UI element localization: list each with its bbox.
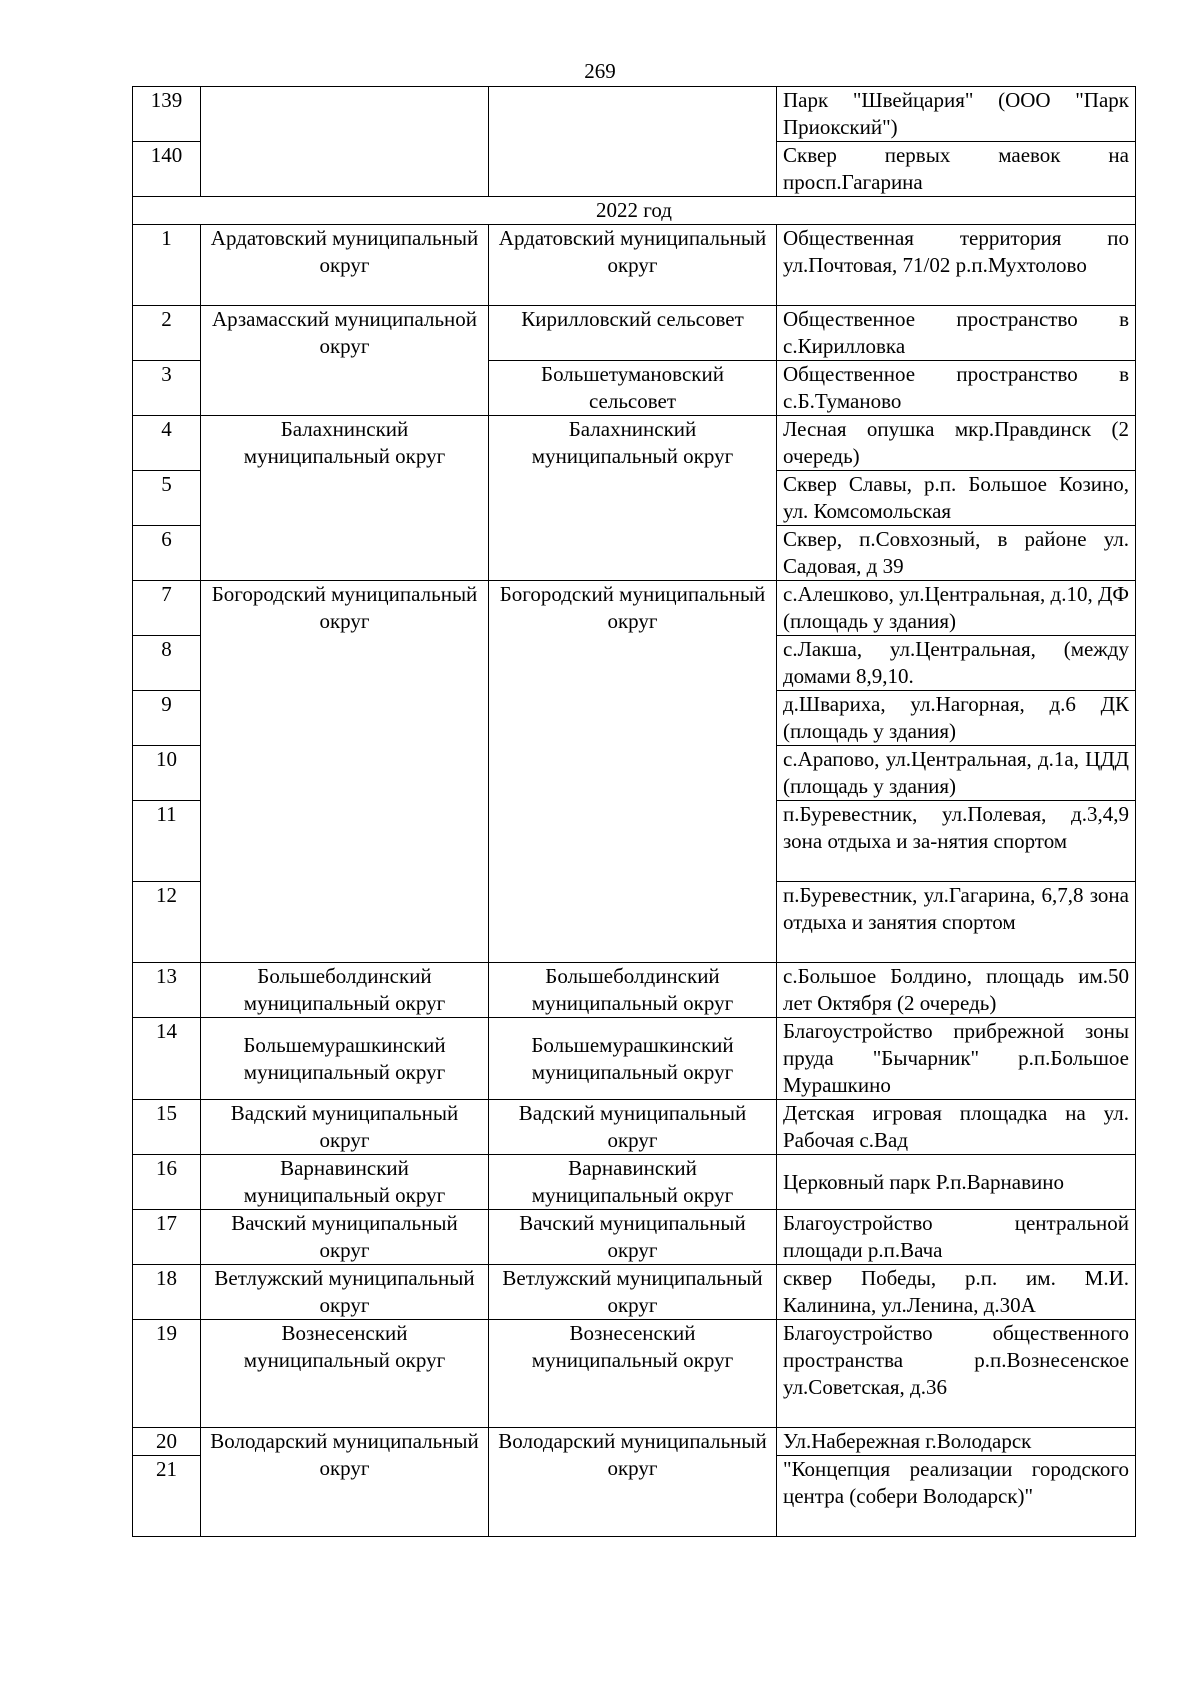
page-number: 269 xyxy=(584,59,616,83)
settlement-cell: Вознесенский муниципальный округ xyxy=(489,1320,777,1428)
object-cell: Ул.Набережная г.Володарск xyxy=(777,1428,1136,1456)
object-cell: Общественное пространство в с.Б.Туманово xyxy=(777,361,1136,416)
settlement-cell: Большеболдинский муниципальный округ xyxy=(489,963,777,1018)
district-cell: Варнавинский муниципальный округ xyxy=(201,1155,489,1210)
settlement-cell: Кирилловский сельсовет xyxy=(489,306,777,361)
district-cell: Вознесенский муниципальный округ xyxy=(201,1320,489,1428)
table-row xyxy=(133,1100,1136,1155)
table-row xyxy=(133,1428,1136,1456)
table-row xyxy=(133,87,1136,142)
object-cell: "Концепция реализации городского центра (собери Володарск)" xyxy=(777,1456,1136,1537)
table-row xyxy=(133,1320,1136,1428)
year-heading-row xyxy=(133,197,1136,225)
table-row xyxy=(133,963,1136,1018)
row-number: 5 xyxy=(133,471,201,526)
table-row xyxy=(133,416,1136,471)
object-cell: Сквер Славы, р.п. Большое Козино, ул. Комсомольская xyxy=(777,471,1136,526)
settlement-cell: Большетумановский сельсовет xyxy=(489,361,777,416)
object-cell: п.Буревестник, ул.Гагарина, 6,7,8 зона отдыха и занятия спортом xyxy=(777,882,1136,963)
table-row xyxy=(133,1155,1136,1210)
settlement-cell: Вадский муниципальный округ xyxy=(489,1100,777,1155)
row-number: 139 xyxy=(133,87,201,142)
object-cell: д.Швариха, ул.Нагорная, д.6 ДК (площадь у здания) xyxy=(777,691,1136,746)
row-number: 140 xyxy=(133,142,201,197)
row-number: 4 xyxy=(133,416,201,471)
row-number: 11 xyxy=(133,801,201,882)
district-cell: Вачский муниципальный округ xyxy=(201,1210,489,1265)
table-row xyxy=(133,306,1136,361)
object-cell: Благоустройство центральной площади р.п.Вача xyxy=(777,1210,1136,1265)
object-cell: Благоустройство общественного пространства р.п.Вознесенское ул.Советская, д.36 xyxy=(777,1320,1136,1428)
district-cell: Богородский муниципальный округ xyxy=(201,581,489,963)
table-row xyxy=(133,1018,1136,1100)
row-number: 17 xyxy=(133,1210,201,1265)
district-cell: Вадский муниципальный округ xyxy=(201,1100,489,1155)
table-row xyxy=(133,225,1136,306)
row-number: 16 xyxy=(133,1155,201,1210)
row-number: 20 xyxy=(133,1428,201,1456)
row-number: 14 xyxy=(133,1018,201,1100)
object-cell: Лесная опушка мкр.Правдинск (2 очередь) xyxy=(777,416,1136,471)
settlement-cell: Варнавинский муниципальный округ xyxy=(489,1155,777,1210)
row-number: 21 xyxy=(133,1456,201,1537)
district-cell xyxy=(201,87,489,197)
settlement-cell: Большемурашкинский муниципальный округ xyxy=(489,1018,777,1100)
row-number: 8 xyxy=(133,636,201,691)
settlement-cell: Володарский муниципальный округ xyxy=(489,1428,777,1537)
settlement-cell: Вачский муниципальный округ xyxy=(489,1210,777,1265)
settlement-cell: Балахнинский муниципальный округ xyxy=(489,416,777,581)
row-number: 3 xyxy=(133,361,201,416)
object-cell: с.Арапово, ул.Центральная, д.1а, ЦДД (площадь у здания) xyxy=(777,746,1136,801)
row-number: 12 xyxy=(133,882,201,963)
district-cell: Большемурашкинский муниципальный округ xyxy=(201,1018,489,1100)
district-cell: Арзамасский муниципальной округ xyxy=(201,306,489,416)
district-cell: Володарский муниципальный округ xyxy=(201,1428,489,1537)
table-row xyxy=(133,581,1136,636)
district-cell: Ардатовский муниципальный округ xyxy=(201,225,489,306)
objects-table xyxy=(132,86,1136,1537)
object-cell: Благоустройство прибрежной зоны пруда "Бычарник" р.п.Большое Мурашкино xyxy=(777,1018,1136,1100)
row-number: 1 xyxy=(133,225,201,306)
object-cell: сквер Победы, р.п. им. М.И. Калинина, ул.Ленина, д.30А xyxy=(777,1265,1136,1320)
row-number: 10 xyxy=(133,746,201,801)
row-number: 18 xyxy=(133,1265,201,1320)
row-number: 7 xyxy=(133,581,201,636)
district-cell: Ветлужский муниципальный округ xyxy=(201,1265,489,1320)
object-cell: п.Буревестник, ул.Полевая, д.3,4,9 зона отдыха и за-нятия спортом xyxy=(777,801,1136,882)
row-number: 13 xyxy=(133,963,201,1018)
settlement-cell: Ветлужский муниципальный округ xyxy=(489,1265,777,1320)
object-cell: Парк "Швейцария" (ООО "Парк Приокский") xyxy=(777,87,1136,142)
row-number: 2 xyxy=(133,306,201,361)
row-number: 19 xyxy=(133,1320,201,1428)
district-cell: Большеболдинский муниципальный округ xyxy=(201,963,489,1018)
object-cell: Сквер первых маевок на просп.Гагарина xyxy=(777,142,1136,197)
table-row xyxy=(133,1265,1136,1320)
object-cell: Общественная территория по ул.Почтовая, 71/02 р.п.Мухтолово xyxy=(777,225,1136,306)
object-cell: Церковный парк Р.п.Варнавино xyxy=(777,1155,1136,1210)
settlement-cell: Ардатовский муниципальный округ xyxy=(489,225,777,306)
settlement-cell: Богородский муниципальный округ xyxy=(489,581,777,963)
row-number: 6 xyxy=(133,526,201,581)
object-cell: с.Большое Болдино, площадь им.50 лет Октября (2 очередь) xyxy=(777,963,1136,1018)
district-cell: Балахнинский муниципальный округ xyxy=(201,416,489,581)
object-cell: Сквер, п.Совхозный, в районе ул. Садовая, д 39 xyxy=(777,526,1136,581)
object-cell: Детская игровая площадка на ул. Рабочая с.Вад xyxy=(777,1100,1136,1155)
settlement-cell xyxy=(489,87,777,197)
year-heading: 2022 год xyxy=(133,197,1136,225)
object-cell: с.Лакша, ул.Центральная, (между домами 8,9,10. xyxy=(777,636,1136,691)
row-number: 9 xyxy=(133,691,201,746)
row-number: 15 xyxy=(133,1100,201,1155)
table-row xyxy=(133,1210,1136,1265)
object-cell: Общественное пространство в с.Кирилловка xyxy=(777,306,1136,361)
object-cell: с.Алешково, ул.Центральная, д.10, ДФ (площадь у здания) xyxy=(777,581,1136,636)
